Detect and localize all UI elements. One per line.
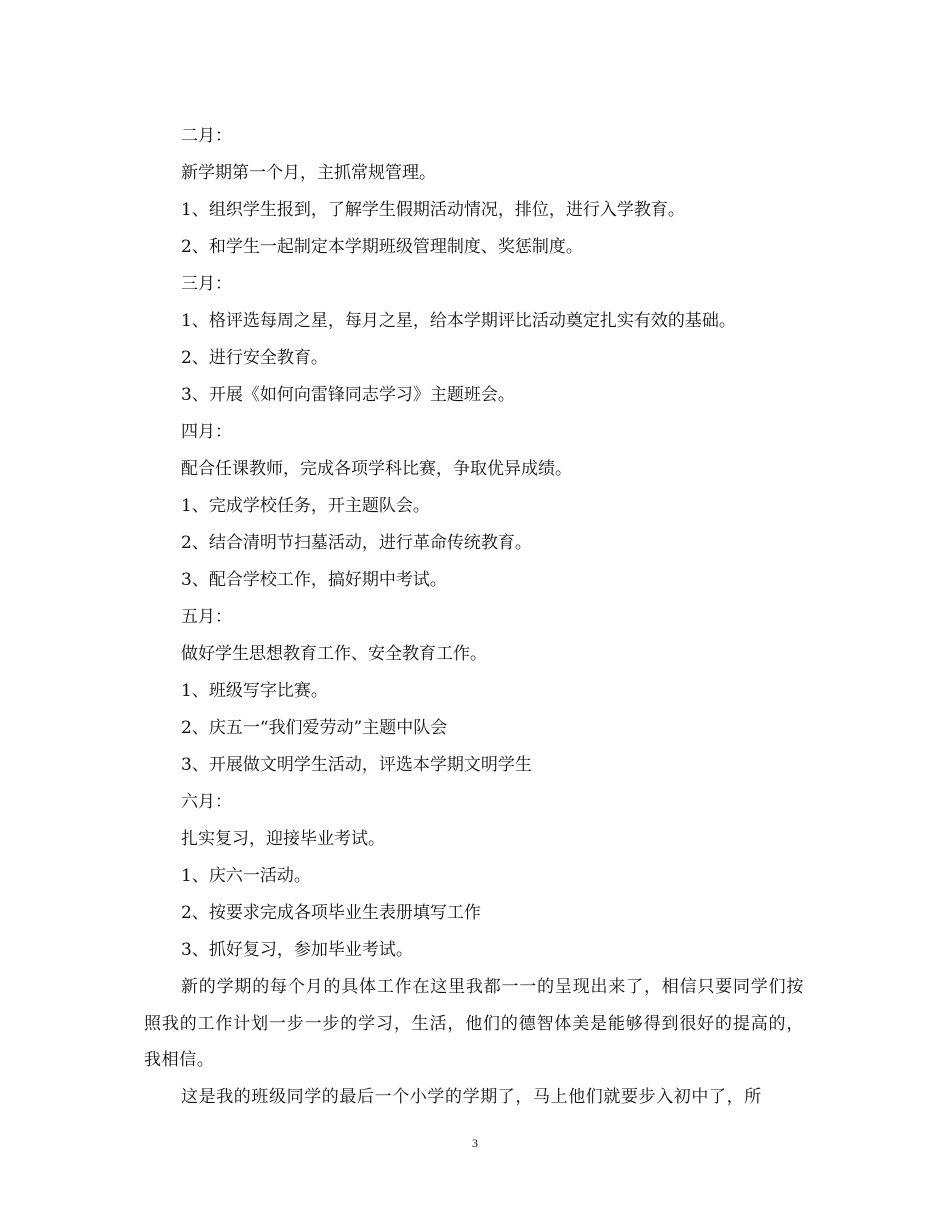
- list-item: 3、抓好复习，参加毕业考试。: [181, 940, 413, 960]
- list-item: 1、班级写字比赛。: [181, 681, 328, 701]
- list-item: 3、开展做文明学生活动，评选本学期文明学生: [181, 755, 532, 775]
- list-item: 3、开展《如何向雷锋同志学习》主题班会。: [181, 385, 515, 405]
- list-item: 3、配合学校工作，搞好期中考试。: [181, 570, 447, 590]
- list-item: 1、完成学校任务，开主题队会。: [181, 496, 430, 516]
- text-line: 配合任课教师，完成各项学科比赛，争取优异成绩。: [181, 459, 572, 479]
- month-heading-may: 五月：: [181, 607, 232, 627]
- month-heading-march: 三月：: [181, 274, 232, 294]
- summary-paragraph: 新的学期的每个月的具体工作在这里我都一一的呈现出来了，相信只要同学们按照我的工作计划一步一步的学习，生活，他们的德智体美是能够得到很好的提高的，我相信。: [144, 977, 804, 1070]
- list-item: 2、结合清明节扫墓活动，进行革命传统教育。: [181, 533, 532, 553]
- text-line: 新学期第一个月，主抓常规管理。: [181, 163, 436, 183]
- list-item: 1、格评选每周之星，每月之星，给本学期评比活动奠定扎实有效的基础。: [181, 311, 736, 331]
- list-item: 1、庆六一活动。: [181, 866, 311, 886]
- list-item: 2、按要求完成各项毕业生表册填写工作: [181, 903, 481, 923]
- month-heading-april: 四月：: [181, 422, 232, 442]
- closing-paragraph: 这是我的班级同学的最后一个小学的学期了，马上他们就要步入初中了，所: [181, 1086, 762, 1107]
- month-heading-february: 二月：: [181, 126, 232, 146]
- page-content: [144, 118, 804, 1115]
- list-item: 2、进行安全教育。: [181, 348, 328, 368]
- month-heading-june: 六月：: [181, 792, 232, 812]
- page-number: 3: [472, 1136, 478, 1150]
- list-item: 2、庆五一“我们爱劳动”主题中队会: [181, 718, 448, 738]
- list-item: 1、组织学生报到，了解学生假期活动情况，排位，进行入学教育。: [181, 200, 685, 220]
- text-line: 扎实复习，迎接毕业考试。: [181, 829, 385, 849]
- list-item: 2、和学生一起制定本学期班级管理制度、奖惩制度。: [181, 237, 583, 257]
- text-line: 做好学生思想教育工作、安全教育工作。: [181, 644, 487, 664]
